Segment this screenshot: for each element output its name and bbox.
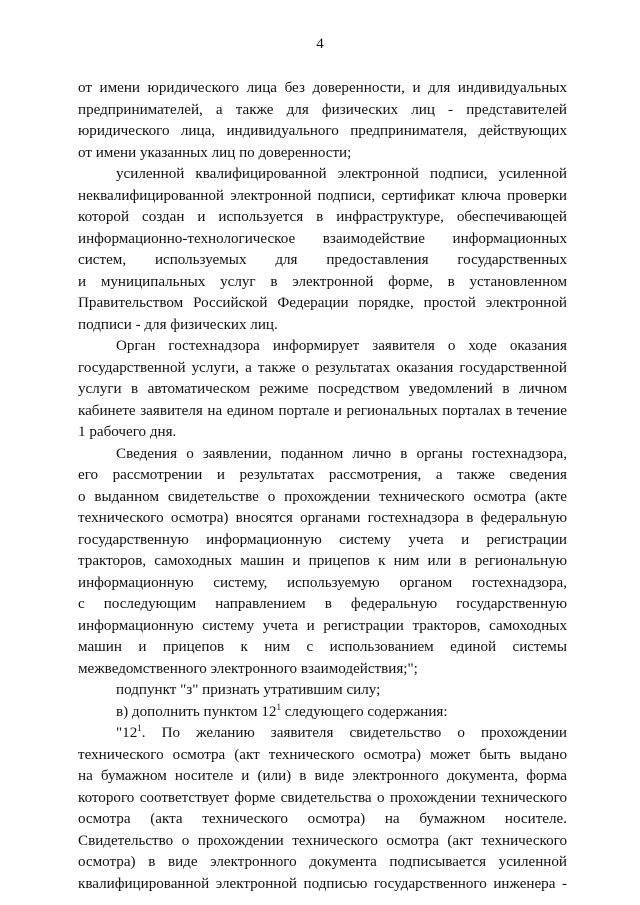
text-line: юридического лица, индивидуального предпринимателя, действующих bbox=[78, 123, 567, 139]
text-line: подписи - для физических лиц. bbox=[78, 316, 278, 333]
text-line: от имени юридического лица без доверенности, и для индивидуальных bbox=[78, 80, 567, 96]
superscript: 1 bbox=[137, 722, 142, 733]
superscript: 1 bbox=[276, 701, 281, 712]
text-line: подпункт "з" признать утратившим силу; bbox=[116, 682, 381, 698]
text-line: Правительством Российской Федерации порядке, простой электронной bbox=[78, 295, 567, 311]
text-line: тракторов, самоходных машин и прицепов к ним или в региональную bbox=[78, 553, 567, 569]
text-line: кабинете заявителя на едином портале и региональных порталах в течение bbox=[78, 402, 567, 419]
text-line: осмотра (акта технического осмотра) на бумажном носителе. bbox=[78, 811, 567, 827]
text-line: систем, используемых для предоставления государственных bbox=[78, 252, 567, 268]
text-line: 1 рабочего дня. bbox=[78, 424, 177, 440]
text-line: машин и прицепов к ним с использованием единой системы bbox=[78, 639, 567, 655]
paragraph bbox=[78, 336, 567, 444]
text-line: о выданном свидетельстве о прохождении технического осмотра (акте bbox=[78, 488, 567, 505]
paragraph bbox=[78, 164, 567, 336]
text-line: предпринимателей, а также для физических лиц - представителей bbox=[78, 101, 567, 118]
text-line: усиленной квалифицированной электронной подписи, усиленной bbox=[116, 166, 567, 182]
text-line: информационную систему, используемую органом гостехнадзора, bbox=[78, 574, 567, 591]
paragraph bbox=[78, 702, 567, 724]
text-line: государственной услуги, а также о результатах оказания государственной bbox=[78, 359, 567, 376]
text-line: с последующим направлением в федеральную государственную bbox=[78, 596, 567, 612]
text-line: государственную информационную систему учета и регистрации bbox=[78, 531, 567, 548]
text-line: услуги в автоматическом режиме посредством уведомлений в личном bbox=[78, 381, 567, 397]
paragraph bbox=[78, 78, 567, 164]
text-line: и муниципальных услуг в электронной форме, в установленном bbox=[78, 273, 567, 290]
text-run: следующего содержания: bbox=[280, 703, 448, 720]
text-run: "12 bbox=[116, 725, 138, 741]
text-line: Орган гостехнадзора информирует заявителя о ходе оказания bbox=[116, 338, 567, 354]
paragraph bbox=[78, 444, 567, 681]
text-line: технического осмотра (акт технического осмотра) может быть выдано bbox=[78, 746, 567, 763]
paragraph bbox=[78, 723, 567, 895]
text-line bbox=[78, 723, 567, 745]
text-line: его рассмотрении и результатах рассмотрения, а также сведения bbox=[78, 467, 567, 483]
text-line bbox=[78, 702, 567, 724]
paragraph bbox=[78, 680, 567, 702]
text-line: Сведения о заявлении, поданном лично в органы гостехнадзора, bbox=[116, 445, 567, 462]
text-line: технического осмотра) вносятся органами гостехнадзора в федеральную bbox=[78, 510, 567, 526]
text-line: на бумажном носителе и (или) в виде электронного документа, форма bbox=[78, 768, 567, 784]
text-line: информационную систему учета и регистрации тракторов, самоходных bbox=[78, 617, 567, 634]
text-line: осмотра) в виде электронного документа подписывается усиленной bbox=[78, 854, 567, 870]
page-number: 4 bbox=[316, 36, 324, 52]
text-line: которого соответствует форме свидетельства о прохождении технического bbox=[78, 789, 567, 806]
text-line: неквалифицированной электронной подписи, сертификат ключа проверки bbox=[78, 187, 567, 204]
text-line: которой создан и используется в инфраструктуре, обеспечивающей bbox=[78, 209, 567, 225]
text-line: Свидетельство о прохождении технического осмотра (акт технического bbox=[78, 832, 567, 849]
text-run: в) дополнить пунктом 12 bbox=[116, 703, 277, 720]
text-run: . По желанию заявителя свидетельство о прохождении bbox=[141, 725, 567, 741]
text-line: от имени указанных лиц по доверенности; bbox=[78, 144, 352, 161]
document-body bbox=[78, 78, 567, 895]
text-line: информационно-технологическое взаимодействие информационных bbox=[78, 230, 567, 247]
text-line: межведомственного электронного взаимодействия;"; bbox=[78, 660, 418, 677]
text-line: квалифицированной электронной подписью государственного инженера - bbox=[78, 875, 567, 892]
